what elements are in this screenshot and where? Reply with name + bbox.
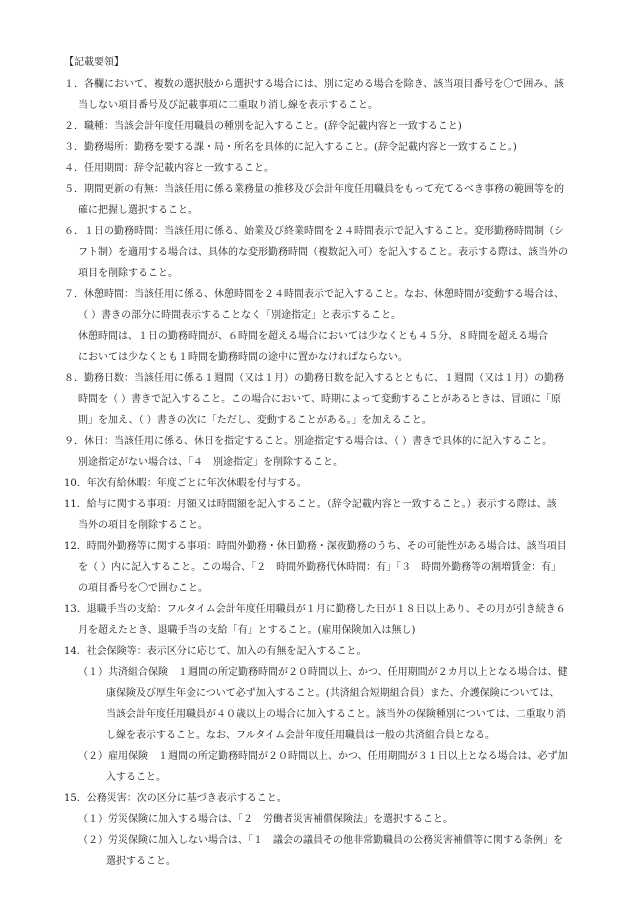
instruction-line: ４．任用期間：辞令記載内容と一致すること。 [64,163,274,174]
instruction-line: （１）労災保険に加入する場合は、「２ 労働者災害補償保険法」を選択すること。 [78,814,453,825]
instruction-line: ３．勤務場所：勤務を要する課・局・所名を具体的に記入すること。(辞令記載内容と一致すること。) [64,142,517,153]
instruction-line: ９．休日：当該任用に係る、休日を指定すること。別途指定する場合は、（ ）書きで具体的に記入すること。 [64,436,553,447]
instruction-line: ６．１日の勤務時間：当該任用に係る、始業及び終業時間を２４時間表示で記入すること。変形勤務時間制（シ [64,226,564,237]
instruction-line: し線を表示すること。なお、フルタイム会計年度任用職員は一般の共済組合員となる。 [106,730,495,741]
instruction-line: 11．給与に関する事項：月額又は時間額を記入すること。（辞令記載内容と一致すること。）表示する際は、該 [64,499,557,510]
instruction-line: 当外の項目を削除すること。 [78,520,208,531]
instruction-line: 入すること。 [106,772,166,783]
instruction-line: （２）労災保険に加入しない場合は、「１ 議会の議員その他非常勤職員の公務災害補償等に関する条例」を [78,835,563,846]
instruction-line: （２）雇用保険 １週間の所定勤務時間が２０時間以上、かつ、任用期間が３１日以上となる場合は、必ず加 [78,751,568,762]
instruction-line: 当該会計年度任用職員が４０歳以上の場合に加入すること。該当外の保険種別については、二重取り消 [106,709,566,720]
instruction-line: ５．期間更新の有無：当該任用に係る業務量の推移及び会計年度任用職員をもって充てるべき事務の範囲等を的 [64,184,564,195]
instruction-line: においては少なくとも１時間を勤務時間の途中に置かなければならない。 [78,352,408,363]
instruction-line: １．各欄において、複数の選択肢から選択する場合には、別に定める場合を除き、該当項目番号を〇で囲み、該 [64,79,564,90]
instruction-line: ２．職種：当該会計年度任用職員の種別を記入すること。(辞令記載内容と一致すること) [64,121,462,132]
instruction-line: を（ ）内に記入すること。この場合、「２ 時間外勤務代休時間：有」「３ 時間外勤務等の割増賃金：有」 [78,562,562,573]
instruction-line: の項目番号を〇で囲むこと。 [78,583,208,594]
instruction-line: 14．社会保険等：表示区分に応じて、加入の有無を記入すること。 [64,646,367,657]
instruction-line: 12．時間外勤務等に関する事項：時間外勤務・休日勤務・深夜勤務のうち、その可能性がある場合は、該当項目 [64,541,567,552]
instruction-line: フト制）を適用する場合は、具体的な変形勤務時間（複数記入可）を記入すること。表示する際は、該当外の [78,247,568,258]
instruction-line: 13．退職手当の支給：フルタイム会計年度任用職員が１月に勤務した日が１８日以上あり、その月が引き続き６ [64,604,566,615]
instruction-line: ７．休憩時間：当該任用に係る、休憩時間を２４時間表示で記入すること。なお、休憩時間が変動する場合は、 [64,289,564,300]
instruction-line: ８．勤務日数：当該任用に係る１週間（又は１月）の勤務日数を記入するとともに、１週間（又は１月）の勤務 [64,373,564,384]
section-heading: 【記載要領】 [64,57,124,68]
instruction-line: 10．年次有給休暇：年度ごとに年次休暇を付与する。 [64,478,307,489]
instruction-line: 康保険及び厚生年金について必ず加入すること。(共済組合短期組合員）また、介護保険については、 [106,688,560,699]
instruction-line: 選択すること。 [106,856,176,867]
instruction-line: （１）共済組合保険 １週間の所定勤務時間が２０時間以上、かつ、任用期間が２カ月以上となる場合は、健 [78,667,568,678]
instruction-line: 休憩時間は、１日の勤務時間が、６時間を超える場合においては少なくとも４５分、８時間を超える場合 [78,331,548,342]
instruction-line: 当しない項目番号及び記載事項に二重取り消し線を表示すること。 [78,100,378,111]
instruction-line: 月を超えたとき、退職手当の支給「有」とすること。(雇用保険加入は無し) [78,625,416,636]
instruction-line: 確に把握し選択すること。 [78,205,198,216]
instruction-line: 15．公務災害：次の区分に基づき表示すること。 [64,793,287,804]
instruction-line: 時間を（ ）書きで記入すること。この場合において、時期によって変動することがあるときは、冒頭に「原 [78,394,561,405]
instruction-line: 別途指定がない場合は、「４ 別途指定」を削除すること。 [78,457,343,468]
instruction-line: 則」を加え、（ ）書きの次に「ただし、変動することがある。」を加えること。 [78,415,432,426]
instruction-line: （ ）書きの部分に時間表示することなく「別途指定」と表示すること。 [78,310,402,321]
instruction-line: 項目を削除すること。 [78,268,178,279]
